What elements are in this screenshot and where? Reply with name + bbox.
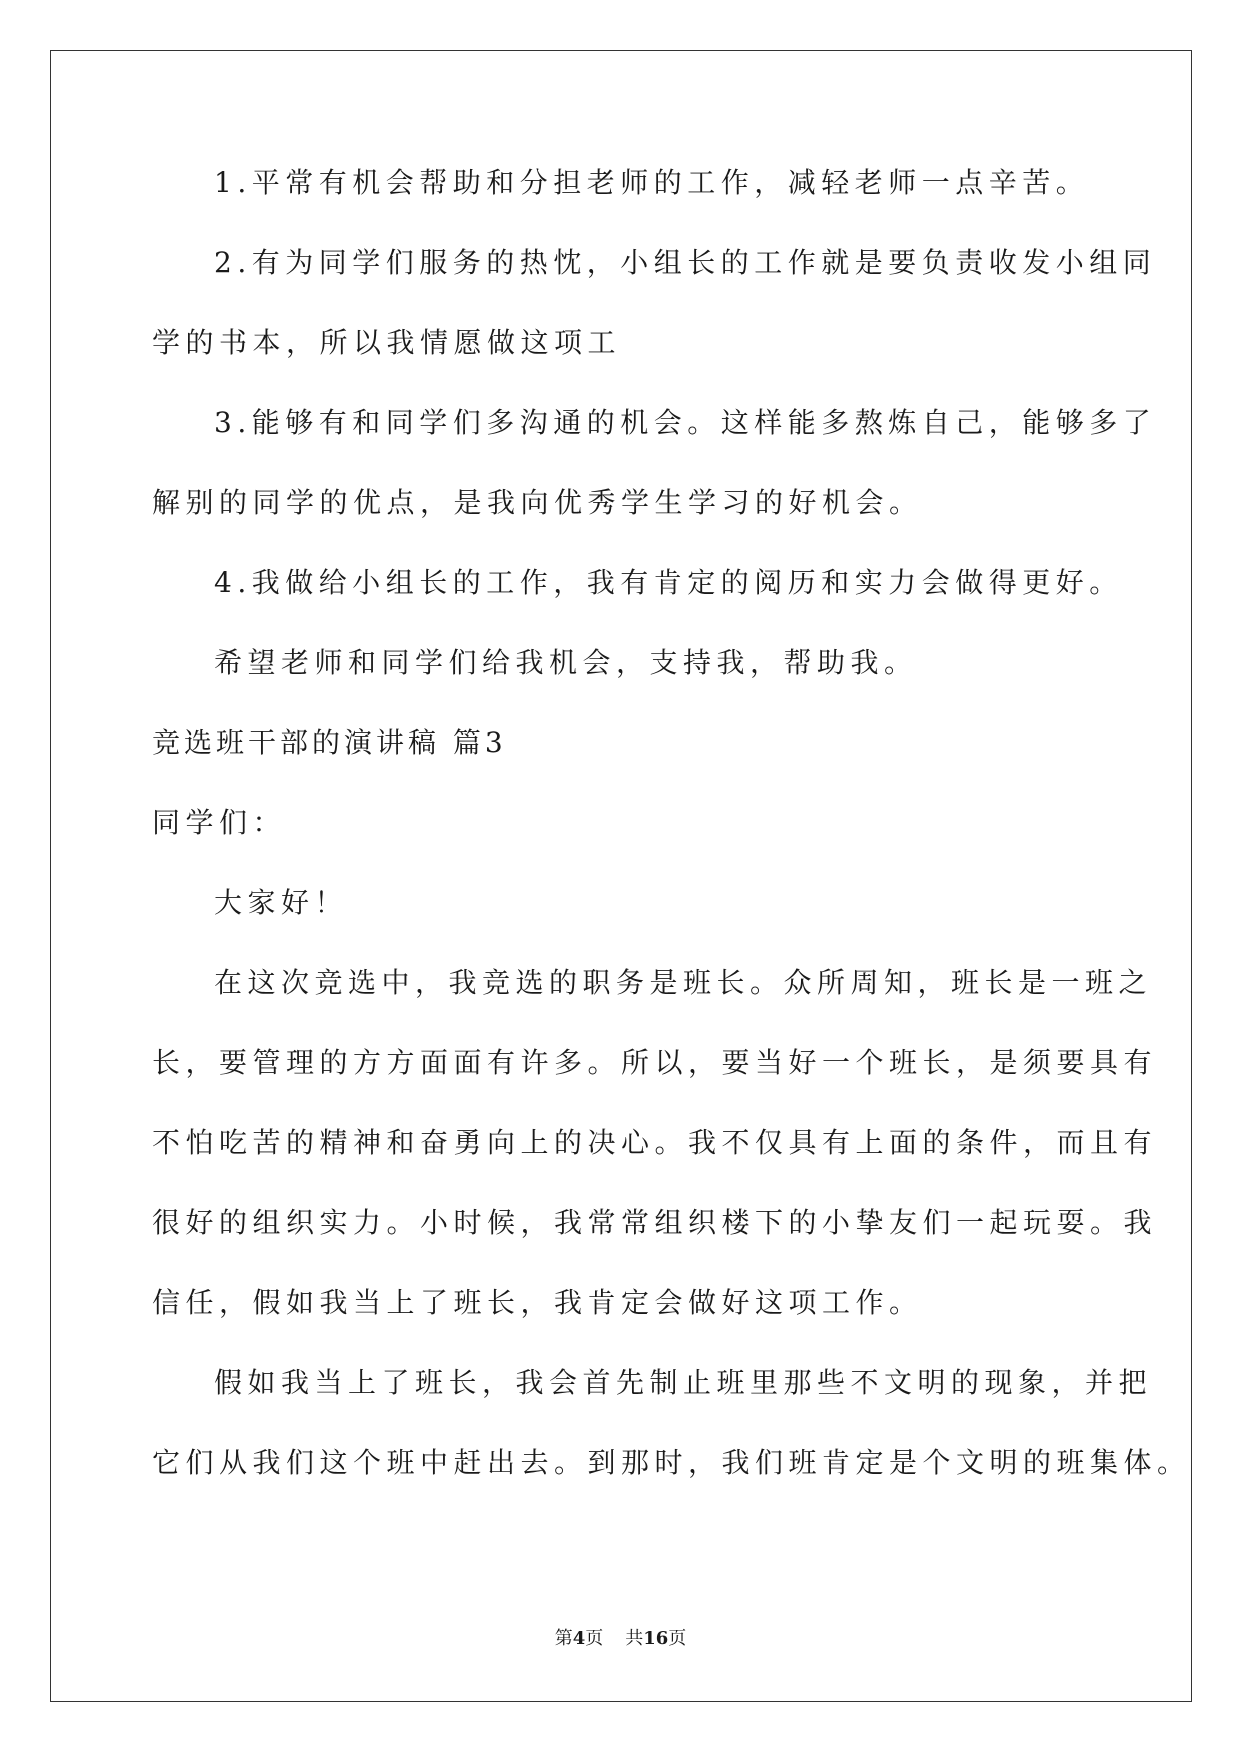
paragraph-line: 3.能够有和同学们多沟通的机会。这样能多熬炼自己，能够多了: [214, 406, 1157, 439]
paragraph-line: 它们从我们这个班中赶出去。到那时，我们班肯定是个文明的班集体。: [152, 1446, 1191, 1479]
total-suffix: 页: [668, 1628, 687, 1649]
paragraph-line: 1.平常有机会帮助和分担老师的工作，减轻老师一点辛苦。: [214, 166, 1090, 199]
paragraph-line: 信任，假如我当上了班长，我肯定会做好这项工作。: [152, 1286, 923, 1319]
salutation: 同学们：: [152, 806, 287, 839]
greeting: 大家好！: [214, 886, 349, 919]
paragraph-line: 在这次竞选中，我竞选的职务是班长。众所周知，班长是一班之: [214, 966, 1153, 999]
page-footer: [0, 1627, 1241, 1651]
paragraph-line: 4.我做给小组长的工作，我有肯定的阅历和实力会做得更好。: [214, 566, 1123, 599]
paragraph-line: 假如我当上了班长，我会首先制止班里那些不文明的现象，并把: [214, 1366, 1153, 1399]
paragraph-line: 不怕吃苦的精神和奋勇向上的决心。我不仅具有上面的条件，而且有: [152, 1126, 1158, 1159]
document-body: [152, 163, 1191, 1483]
paragraph-line: 长，要管理的方方面面有许多。所以，要当好一个班长，是须要具有: [152, 1046, 1158, 1079]
paragraph-line: 很好的组织实力。小时候，我常常组织楼下的小挚友们一起玩耍。我: [152, 1206, 1158, 1239]
page-suffix: 页: [585, 1628, 604, 1649]
page-prefix: 第: [554, 1628, 573, 1649]
total-page-count: 16: [643, 1628, 669, 1649]
section-heading: 竞选班干部的演讲稿 篇3: [152, 726, 507, 759]
paragraph-line: 解别的同学的优点，是我向优秀学生学习的好机会。: [152, 486, 923, 519]
total-prefix: 共: [625, 1628, 644, 1649]
paragraph-line: 2.有为同学们服务的热忱，小组长的工作就是要负责收发小组同: [214, 246, 1157, 279]
paragraph-line: 学的书本，所以我情愿做这项工: [152, 326, 622, 359]
current-page-number: 4: [572, 1628, 586, 1649]
paragraph-line: 希望老师和同学们给我机会，支持我，帮助我。: [214, 646, 918, 679]
